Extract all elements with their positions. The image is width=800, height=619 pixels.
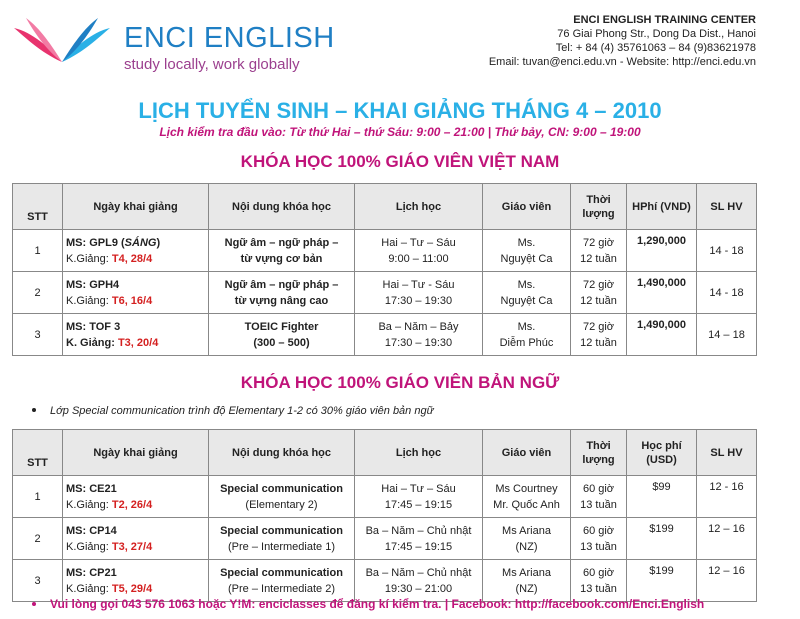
start-date-value: T4, 28/4	[111, 252, 153, 265]
logo-mark-icon	[12, 12, 112, 68]
row-teacher	[483, 230, 571, 272]
content-line2: (Pre – Intermediate 1)	[228, 540, 335, 553]
duration-hours: 60 giờ	[582, 566, 615, 579]
header-date: Ngày khai giảng	[63, 184, 209, 230]
header-slots: SL HV	[697, 430, 757, 476]
teacher-line2: Mr. Quốc Anh	[493, 498, 560, 511]
content-line2: (300 – 500)	[253, 336, 310, 349]
duration-hours: 72 giờ	[582, 278, 615, 291]
header-fee: HPhí (VND)	[627, 184, 697, 230]
section-note-text: Lớp Special communication trình độ Elementary 1-2 có 30% giáo viên bản ngữ	[50, 405, 434, 417]
schedule-days: Hai – Tư - Sáu	[382, 278, 455, 291]
row-schedule	[355, 230, 483, 272]
row-schedule	[355, 476, 483, 518]
schedule-days: Ba – Năm – Bảy	[378, 320, 459, 333]
row-stt: 2	[13, 272, 63, 314]
row-stt: 1	[13, 230, 63, 272]
header-slots: SL HV	[697, 184, 757, 230]
teacher-line1: Ms.	[517, 278, 536, 291]
schedule-time: 9:00 – 11:00	[388, 252, 449, 265]
row-slots: 14 – 18	[697, 314, 757, 356]
table-row	[13, 314, 757, 356]
teacher-line1: Ms Courtney	[495, 482, 558, 495]
header-duration	[571, 184, 627, 230]
duration-weeks: 12 tuần	[580, 294, 617, 307]
row-duration	[571, 560, 627, 602]
start-date-value: T2, 26/4	[111, 498, 153, 511]
schedule-time: 17:45 – 19:15	[384, 498, 453, 511]
course-code: MS: CP14	[66, 524, 117, 537]
start-date	[66, 293, 205, 309]
course-code-note: SÁNG	[124, 236, 157, 249]
teacher-line1: Ms.	[517, 236, 536, 249]
teacher-line1: Ms Ariana	[502, 524, 551, 537]
course-code: MS: GPH4	[66, 278, 120, 291]
duration-weeks: 12 tuần	[580, 336, 617, 349]
footer-text: Vui lòng gọi 043 576 1063 hoặc Y!M: enciclasses để đăng kí kiểm tra. | Facebook: http://facebook.com/Enci.English	[50, 597, 705, 611]
center-email: Email: tuvan@enci.edu.vn - Website: http://enci.edu.vn	[488, 56, 756, 68]
row-duration	[571, 314, 627, 356]
duration-weeks: 13 tuần	[580, 498, 617, 511]
row-course-code-date	[63, 560, 209, 602]
schedule-time: 17:30 – 19:30	[384, 336, 453, 349]
header-schedule: Lịch học	[355, 430, 483, 476]
section-note	[32, 405, 434, 417]
header-duration-line2: lượng	[582, 207, 615, 220]
row-slots: 12 – 16	[697, 518, 757, 560]
start-date-value: T5, 29/4	[111, 582, 153, 595]
row-duration	[571, 476, 627, 518]
content-line1: Special communication	[220, 566, 343, 579]
start-date-value: T3, 20/4	[117, 336, 159, 349]
page-title: LỊCH TUYỂN SINH – KHAI GIẢNG THÁNG 4 – 2010	[138, 98, 662, 123]
row-schedule	[355, 518, 483, 560]
row-course-code-date	[63, 314, 209, 356]
schedule-time: 17:30 – 19:30	[384, 294, 453, 307]
header-fee	[627, 430, 697, 476]
schedule-time: 17:45 – 19:15	[384, 540, 453, 553]
section-title-vietnamese: KHÓA HỌC 100% GIÁO VIÊN VIỆT NAM	[240, 152, 560, 171]
schedule-days: Ba – Năm – Chủ nhật	[365, 524, 472, 537]
row-teacher	[483, 476, 571, 518]
start-date	[66, 497, 205, 513]
row-schedule	[355, 272, 483, 314]
row-course-code-date	[63, 476, 209, 518]
row-fee: 1,490,000	[627, 314, 697, 356]
row-teacher	[483, 560, 571, 602]
row-stt: 1	[13, 476, 63, 518]
course-code: MS: TOF 3	[66, 320, 121, 333]
table-header-row	[13, 184, 757, 230]
page-subtitle: Lịch kiểm tra đầu vào: Từ thứ Hai – thứ Sáu: 9:00 – 21:00 | Thứ bảy, CN: 9:00 – 19:00	[159, 125, 641, 139]
row-teacher	[483, 272, 571, 314]
row-teacher	[483, 314, 571, 356]
row-stt: 3	[13, 314, 63, 356]
header-duration-line1: Thời	[586, 193, 611, 206]
header-schedule: Lịch học	[355, 184, 483, 230]
start-date	[66, 539, 205, 555]
start-date-value: T3, 27/4	[111, 540, 153, 553]
header-fee-line1: Học phí	[641, 439, 682, 452]
duration-weeks: 12 tuần	[580, 252, 617, 265]
teacher-line2: Diễm Phúc	[499, 336, 554, 349]
row-content	[209, 230, 355, 272]
schedule-days: Hai – Tư – Sáu	[381, 236, 456, 249]
content-line1: Special communication	[220, 524, 343, 537]
course-code-end: )	[156, 236, 161, 249]
header-duration	[571, 430, 627, 476]
course-code	[66, 235, 205, 251]
center-name: ENCI ENGLISH TRAINING CENTER	[573, 14, 756, 26]
bullet-icon	[32, 602, 36, 606]
teacher-line2: (NZ)	[515, 582, 538, 595]
header-content: Nội dung khóa học	[209, 184, 355, 230]
teacher-line1: Ms.	[517, 320, 536, 333]
footer-contact	[32, 597, 704, 611]
header-teacher: Giáo viên	[483, 184, 571, 230]
header-teacher: Giáo viên	[483, 430, 571, 476]
start-date-label: K.Giảng:	[66, 582, 112, 595]
header-fee-line2: (USD)	[646, 453, 677, 466]
row-slots: 14 - 18	[697, 272, 757, 314]
row-course-code-date	[63, 272, 209, 314]
logo	[12, 8, 335, 74]
row-duration	[571, 518, 627, 560]
table-row	[13, 272, 757, 314]
start-date-label: K. Giảng:	[66, 336, 118, 349]
teacher-line2: Nguyệt Ca	[500, 252, 553, 265]
row-stt: 2	[13, 518, 63, 560]
content-line1: TOEIC Fighter	[244, 320, 319, 333]
table-row	[13, 518, 757, 560]
duration-hours: 72 giờ	[582, 236, 615, 249]
course-code: MS: CP21	[66, 566, 117, 579]
start-date-label: K.Giảng:	[66, 294, 112, 307]
duration-hours: 60 giờ	[582, 524, 615, 537]
bullet-icon	[32, 408, 36, 412]
teacher-line2: Nguyệt Ca	[500, 294, 553, 307]
brand-name: ENCI ENGLISH	[124, 22, 335, 54]
table-row	[13, 560, 757, 602]
start-date-label: K.Giảng:	[66, 498, 112, 511]
duration-hours: 60 giờ	[582, 482, 615, 495]
start-date-value: T6, 16/4	[111, 294, 153, 307]
start-date-label: K.Giảng:	[66, 252, 112, 265]
row-fee: $199	[627, 518, 697, 560]
schedule-days: Hai – Tư – Sáu	[381, 482, 456, 495]
row-fee: 1,490,000	[627, 272, 697, 314]
start-date	[66, 335, 205, 351]
table-row	[13, 230, 757, 272]
duration-hours: 72 giờ	[582, 320, 615, 333]
row-course-code-date	[63, 518, 209, 560]
course-code: MS: CE21	[66, 482, 117, 495]
schedule-time: 19:30 – 21:00	[384, 582, 453, 595]
header-stt: STT	[13, 184, 63, 230]
header-duration-line1: Thời	[586, 439, 611, 452]
row-schedule	[355, 314, 483, 356]
duration-weeks: 13 tuần	[580, 540, 617, 553]
row-fee: $199	[627, 560, 697, 602]
row-course-code-date	[63, 230, 209, 272]
section-title-native: KHÓA HỌC 100% GIÁO VIÊN BẢN NGỮ	[240, 373, 560, 392]
content-line2: từ vựng cơ bản	[240, 252, 323, 265]
duration-weeks: 13 tuần	[580, 582, 617, 595]
row-slots: 12 – 16	[697, 560, 757, 602]
course-code-text: MS: GPL9 (	[66, 236, 125, 249]
content-line2: (Elementary 2)	[245, 498, 318, 511]
row-fee: $99	[627, 476, 697, 518]
center-tel: Tel: + 84 (4) 35761063 – 84 (9)83621978	[555, 42, 756, 54]
teacher-line1: Ms Ariana	[502, 566, 551, 579]
start-date-label: K.Giảng:	[66, 540, 112, 553]
table-row	[13, 476, 757, 518]
row-slots: 12 - 16	[697, 476, 757, 518]
table-header-row	[13, 430, 757, 476]
vietnamese-teachers-table	[12, 183, 757, 356]
brand-tagline: study locally, work globally	[124, 56, 300, 73]
start-date	[66, 251, 205, 267]
row-content	[209, 476, 355, 518]
row-content	[209, 272, 355, 314]
center-contact-info	[489, 13, 756, 69]
center-address: 76 Giai Phong Str., Dong Da Dist., Hanoi	[557, 28, 756, 40]
header-content: Nội dung khóa học	[209, 430, 355, 476]
row-stt: 3	[13, 560, 63, 602]
content-line2: (Pre – Intermediate 2)	[228, 582, 335, 595]
row-content	[209, 518, 355, 560]
row-schedule	[355, 560, 483, 602]
native-teachers-table	[12, 429, 757, 602]
row-content	[209, 560, 355, 602]
row-slots: 14 - 18	[697, 230, 757, 272]
content-line1: Special communication	[220, 482, 343, 495]
content-line1: Ngữ âm – ngữ pháp –	[224, 236, 339, 249]
teacher-line2: (NZ)	[515, 540, 538, 553]
start-date	[66, 581, 205, 597]
row-fee: 1,290,000	[627, 230, 697, 272]
row-content	[209, 314, 355, 356]
header-date: Ngày khai giảng	[63, 430, 209, 476]
row-duration	[571, 230, 627, 272]
header-duration-line2: lượng	[582, 453, 615, 466]
row-teacher	[483, 518, 571, 560]
content-line2: từ vựng nâng cao	[234, 294, 329, 307]
header-stt: STT	[13, 430, 63, 476]
content-line1: Ngữ âm – ngữ pháp –	[224, 278, 339, 291]
schedule-days: Ba – Năm – Chủ nhật	[365, 566, 472, 579]
row-duration	[571, 272, 627, 314]
